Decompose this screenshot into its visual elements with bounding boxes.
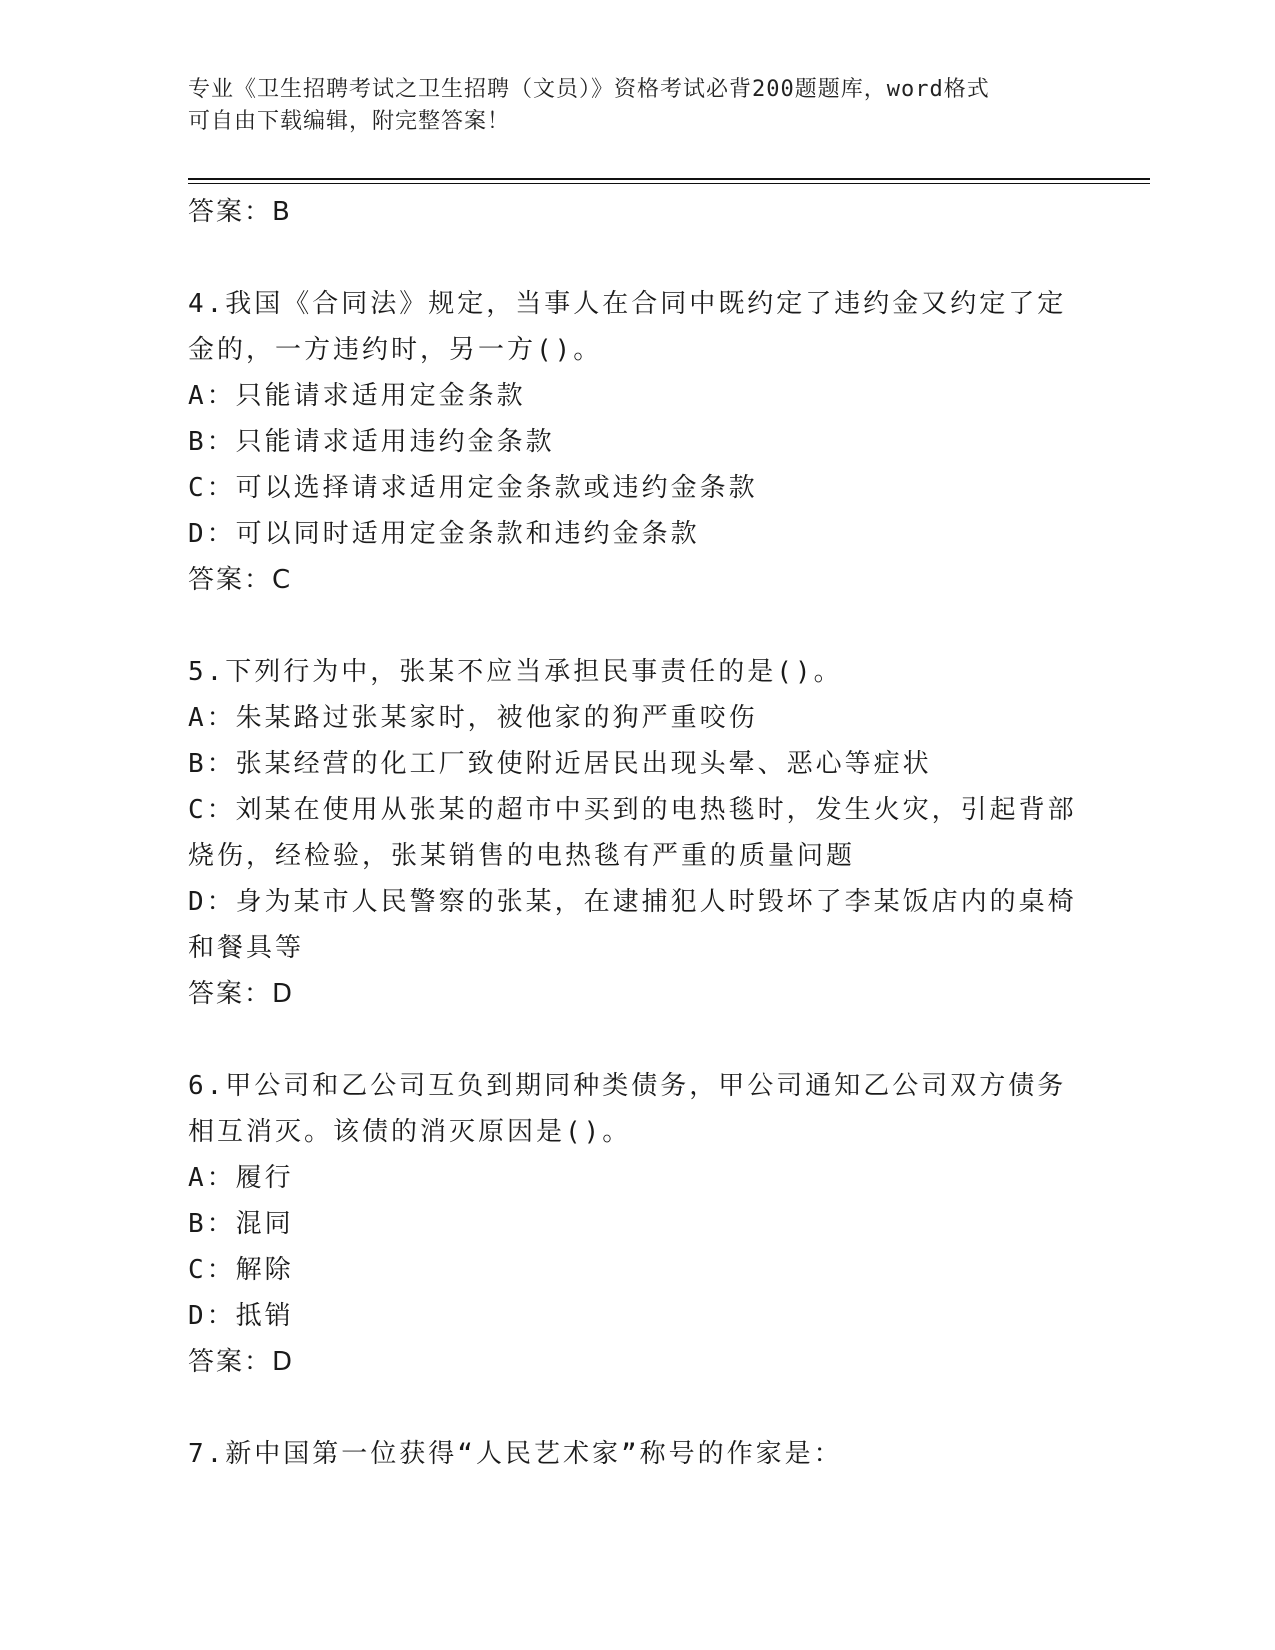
question-content — [188, 189, 1078, 1477]
spacer — [188, 603, 1078, 649]
question-text-line: 金的，一方违约时，另一方()。 — [188, 335, 603, 365]
option-a: A：履行 — [188, 1163, 294, 1193]
option-d: D：身为某市人民警察的张某，在逮捕犯人时毁坏了李某饭店内的桌椅 — [188, 887, 1077, 917]
question-4 — [188, 281, 1078, 603]
question-text-line: 4.我国《合同法》规定，当事人在合同中既约定了违约金又约定了定 — [188, 289, 1067, 319]
option-d: D：可以同时适用定金条款和违约金条款 — [188, 519, 700, 549]
question-7 — [188, 1431, 1078, 1477]
option-c: C：解除 — [188, 1255, 294, 1285]
document-header — [188, 74, 1088, 138]
header-line-2: 可自由下载编辑，附完整答案！ — [188, 109, 511, 134]
option-b: B：混同 — [188, 1209, 294, 1239]
answer: 答案：D — [188, 979, 295, 1009]
question-text-line: 相互消灭。该债的消灭原因是()。 — [188, 1117, 632, 1147]
option-c: C：可以选择请求适用定金条款或违约金条款 — [188, 473, 758, 503]
option-d: D：抵销 — [188, 1301, 294, 1331]
option-c: C：刘某在使用从张某的超市中买到的电热毯时，发生火灾，引起背部 — [188, 795, 1077, 825]
header-rule-thick — [188, 178, 1150, 180]
header-rule-thin — [188, 183, 1150, 184]
previous-answer: 答案：B — [188, 197, 292, 227]
spacer — [188, 1385, 1078, 1431]
question-5 — [188, 649, 1078, 1017]
answer: 答案：D — [188, 1347, 295, 1377]
option-d-continued: 和餐具等 — [188, 933, 305, 963]
spacer — [188, 1017, 1078, 1063]
spacer — [188, 235, 1078, 281]
question-text-line: 7.新中国第一位获得“人民艺术家”称号的作家是： — [188, 1439, 843, 1469]
option-a: A：朱某路过张某家时，被他家的狗严重咬伤 — [188, 703, 758, 733]
option-b: B：只能请求适用违约金条款 — [188, 427, 555, 457]
header-line-1: 专业《卫生招聘考试之卫生招聘（文员）》资格考试必背200题题库，word格式 — [188, 77, 990, 102]
question-text-line: 5.下列行为中，张某不应当承担民事责任的是()。 — [188, 657, 843, 687]
option-c-continued: 烧伤，经检验，张某销售的电热毯有严重的质量问题 — [188, 841, 856, 871]
question-6 — [188, 1063, 1078, 1385]
option-a: A：只能请求适用定金条款 — [188, 381, 526, 411]
question-text-line: 6.甲公司和乙公司互负到期同种类债务，甲公司通知乙公司双方债务 — [188, 1071, 1067, 1101]
answer: 答案：C — [188, 565, 293, 595]
option-b: B：张某经营的化工厂致使附近居民出现头晕、恶心等症状 — [188, 749, 932, 779]
